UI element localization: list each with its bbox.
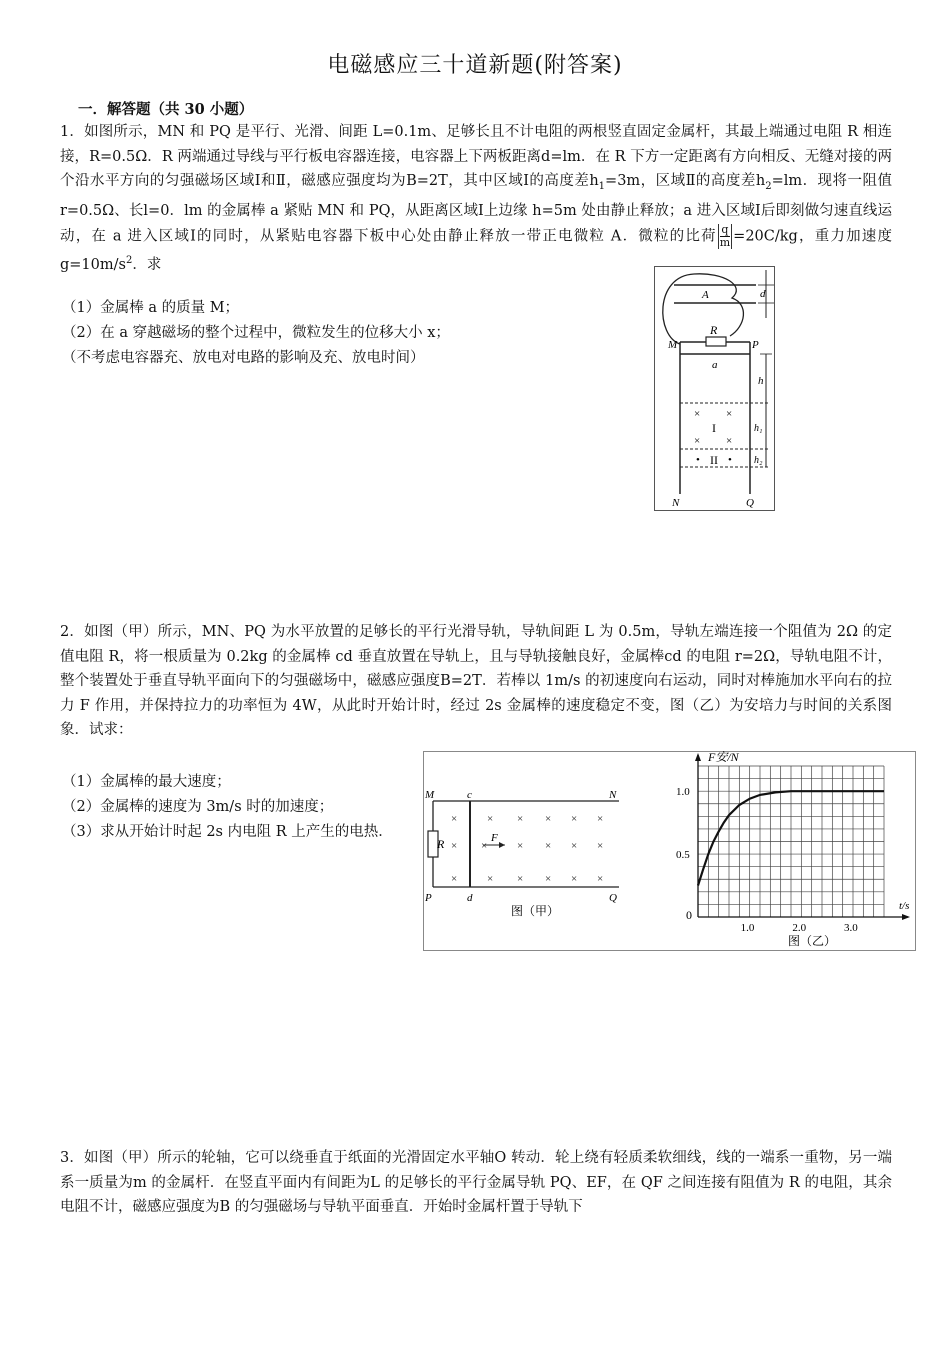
- jia-caption: 图（甲）: [511, 904, 560, 918]
- jia-label-c: c: [467, 789, 472, 801]
- jia-label-M: M: [425, 789, 435, 801]
- q1-item-1: （1）金属棒 a 的质量 M；: [62, 300, 240, 316]
- q1-items: [62, 296, 450, 371]
- q1-text-c: =lm．现将一阻值r=0.5Ω、长l=0．lm 的金属棒 a 紧贴 MN 和 PQ，从距离区域Ⅰ上边缘 h=5m 处由静止释放；a 进入区域Ⅰ后即刻做匀速直线运动，在 a 进入区域Ⅰ的同时，从紧贴电容器下板中心处由静止释放一带正电微粒 A．微粒的比荷: [60, 173, 892, 245]
- svg-text:×: ×: [694, 408, 701, 420]
- svg-text:×: ×: [545, 840, 552, 852]
- chart-origin-label: 0: [686, 908, 692, 922]
- y-axis-arrow: [695, 753, 701, 761]
- chart-grid: [698, 766, 884, 917]
- svg-text:×: ×: [487, 813, 494, 825]
- q2-item-2: （2）金属棒的速度为 3m/s 时的加速度；: [62, 799, 334, 815]
- q3-text: 3．如图（甲）所示的轮轴，它可以绕垂直于纸面的光滑固定水平轴O 转动．轮上绕有轻质柔软细线，线的一端系一重物，另一端系一质量为m 的金属杆．在竖直平面内有间距为L 的足够长的平行金属导轨 PQ、EF，在 QF 之间连接有阻值为 R 的电阻，其余电阻不计，磁感应强度为B 的匀强磁场与导轨平面垂直．开始时金属杆置于导轨下: [60, 1150, 892, 1215]
- x-tick-label: 1.0: [740, 922, 755, 934]
- ratio-fraction: [718, 224, 732, 249]
- label-R: R: [710, 323, 718, 337]
- x-tick-label: 3.0: [844, 922, 858, 934]
- svg-text:•: •: [696, 454, 700, 466]
- svg-text:×: ×: [571, 873, 578, 885]
- q1-text-e: ．求: [132, 256, 162, 273]
- svg-text:×: ×: [726, 435, 733, 447]
- label-M: M: [668, 339, 678, 351]
- chart-xlabel: t/s: [899, 900, 910, 912]
- label-h1: h₁: [754, 423, 763, 434]
- svg-text:•: •: [728, 454, 732, 466]
- chart-caption: 图（乙）: [788, 934, 837, 948]
- label-A: A: [702, 289, 709, 301]
- x-tick-label: 2.0: [792, 922, 807, 934]
- y-tick-label: 0.5: [676, 849, 690, 862]
- svg-text:×: ×: [517, 840, 524, 852]
- q2-item-1: （1）金属棒的最大速度；: [62, 774, 231, 790]
- svg-text:×: ×: [481, 840, 488, 852]
- svg-text:×: ×: [571, 840, 578, 852]
- svg-text:×: ×: [487, 873, 494, 885]
- svg-text:×: ×: [694, 435, 701, 447]
- q1-text: [60, 120, 892, 277]
- svg-text:×: ×: [571, 813, 578, 825]
- jia-label-N: N: [609, 789, 617, 801]
- chart-axes: [676, 753, 910, 934]
- q1-text-d: =20C/kg，重力加速度 g=10m/s: [60, 228, 892, 273]
- q1-item-2: （2）在 a 穿越磁场的整个过程中，微粒发生的位移大小 x；: [62, 325, 450, 341]
- chart-ylabel: F安/N: [708, 751, 739, 764]
- label-h2: h₂: [754, 455, 763, 466]
- jia-label-R: R: [437, 837, 445, 851]
- svg-text:×: ×: [545, 873, 552, 885]
- q1-item-3: （不考虑电容器充、放电对电路的影响及充、放电时间）: [62, 350, 425, 366]
- svg-text:×: ×: [451, 873, 458, 885]
- svg-text:×: ×: [545, 813, 552, 825]
- q1-text-a: 1．如图所示，MN 和 PQ 是平行、光滑、间距 L=0.1m、足够长且不计电阻的两根竖直固定金属杆，其最上端通过电阻 R 相连接，R=0.5Ω．R 两端通过导线与平行板电容器连接，电容器上下两板距离d=lm．在 R 下方一定距离有方向相反、无缝对接的两个沿水平方向的匀强磁场区域Ⅰ和Ⅱ，磁感应强度均为B=2T，其中区域Ⅰ的高度差h: [60, 124, 892, 189]
- q2-figure-jia: [423, 751, 628, 949]
- q1-figure: [654, 266, 782, 512]
- label-region-II: II: [710, 453, 718, 467]
- fraction-denominator: m: [719, 235, 731, 249]
- q1-sup: 2: [125, 254, 133, 266]
- q2-text: 2．如图（甲）所示，MN、PQ 为水平放置的足够长的平行光滑导轨，导轨间距 L 为 0.5m，导轨左端连接一个阻值为 2Ω 的定值电阻 R，将一根质量为 0.2kg 的金属棒 cd 垂直放置在导轨上，且与导轨接触良好，金属棒cd 的电阻 r=2Ω，导轨电阻不计，整个装置处于垂直导轨平面向下的匀强磁场中，磁感应强度B=2T．若棒以 1m/s 的初速度向右运动，同时对棒施加水平向右的拉力 F 作用，并保持拉力的功率恒为 4W，从此时开始计时，经过 2s 金属棒的速度稳定不变，图（乙）为安培力与时间的关系图象．试求：: [60, 624, 892, 738]
- q1-text-b: =3m，区域Ⅱ的高度差h: [605, 173, 766, 189]
- q2-items: [62, 770, 393, 845]
- section-heading: 一．解答题（共 30 小题）: [78, 101, 254, 118]
- svg-text:×: ×: [726, 408, 733, 420]
- fraction-numerator: q: [721, 222, 729, 236]
- label-a: a: [712, 359, 718, 371]
- label-Q: Q: [746, 497, 754, 509]
- label-d: d: [760, 288, 766, 300]
- jia-label-P: P: [425, 892, 432, 904]
- page-title: 电磁感应三十道新题(附答案): [327, 53, 623, 78]
- svg-text:×: ×: [597, 813, 604, 825]
- label-h: h: [758, 375, 764, 387]
- svg-text:×: ×: [597, 840, 604, 852]
- y-tick-label: 1.0: [676, 786, 690, 799]
- svg-text:×: ×: [451, 840, 458, 852]
- svg-text:×: ×: [597, 873, 604, 885]
- svg-text:×: ×: [517, 813, 524, 825]
- q2-item-3: （3）求从开始计时起 2s 内电阻 R 上产生的电热．: [62, 824, 393, 840]
- q1-sub-2: 2: [765, 180, 772, 192]
- label-region-I: I: [712, 421, 716, 435]
- x-axis-arrow: [902, 914, 910, 920]
- jia-label-F: F: [491, 832, 498, 844]
- jia-label-Q: Q: [609, 892, 617, 904]
- label-P: P: [752, 339, 759, 351]
- q2-chart-yi: [670, 751, 914, 949]
- svg-text:×: ×: [517, 873, 524, 885]
- svg-text:×: ×: [451, 813, 458, 825]
- label-N: N: [672, 497, 680, 509]
- q1-sub-1: 1: [598, 180, 606, 192]
- jia-label-d: d: [467, 892, 473, 904]
